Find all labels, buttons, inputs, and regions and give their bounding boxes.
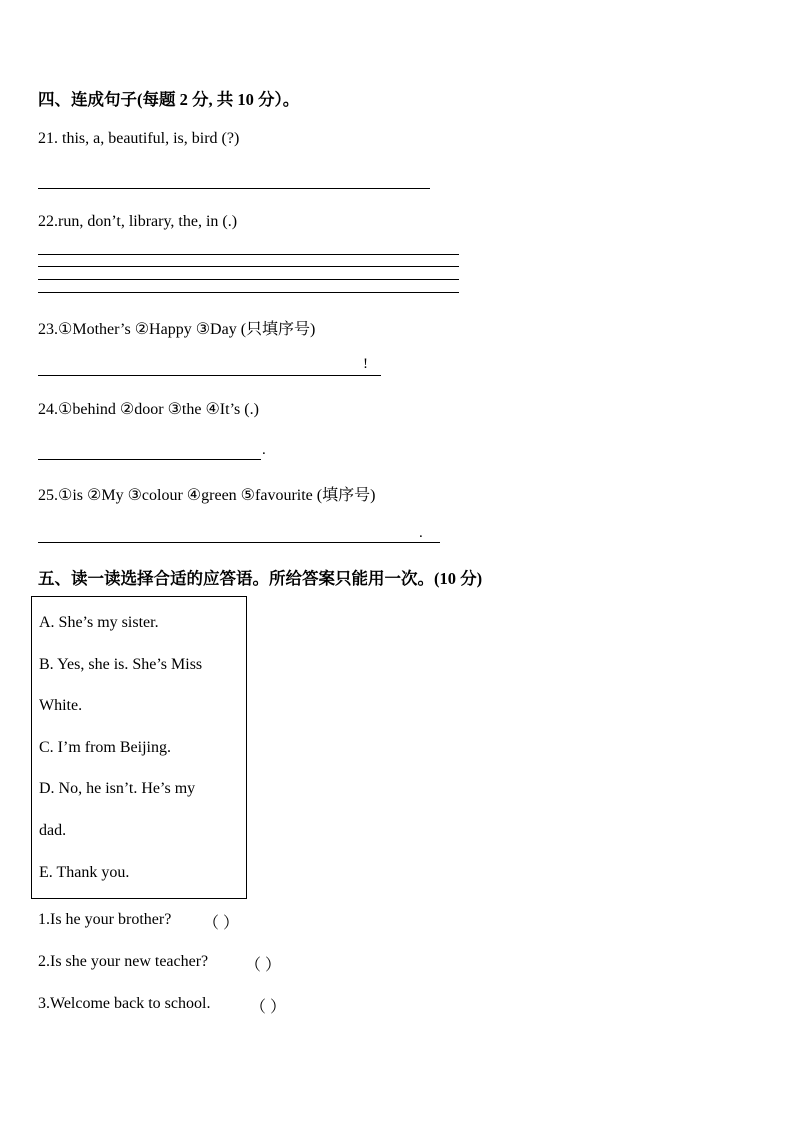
answer-line-25[interactable] [38, 542, 440, 543]
answer-line-21[interactable] [38, 188, 430, 189]
option-b-line-2: White. [39, 697, 83, 714]
option-c: C. I’m from Beijing. [39, 739, 171, 756]
answer-line-22c[interactable] [38, 279, 459, 280]
question-23-text: 23.①Mother’s ②Happy ③Day (只填序号) [38, 321, 316, 338]
answer-options-box [31, 596, 247, 899]
question-1-blank[interactable]: （ ） [203, 915, 240, 932]
answer-24-end-mark: . [262, 442, 266, 458]
question-25-text: 25.①is ②My ③colour ④green ⑤favourite (填序号) [38, 487, 376, 504]
question-3-blank[interactable]: （ ） [250, 999, 287, 1016]
option-b-line-1: B. Yes, she is. She’s Miss [39, 656, 203, 673]
answer-line-22a[interactable] [38, 254, 459, 255]
answer-line-22d[interactable] [38, 292, 459, 293]
answer-25-end-mark: . [419, 525, 423, 541]
answer-line-22b[interactable] [38, 266, 459, 267]
question-24-text: 24.①behind ②door ③the ④It’s (.) [38, 401, 259, 418]
question-22-text: 22.run, don’t, library, the, in (.) [38, 213, 238, 230]
option-d-line-2: dad. [39, 822, 67, 839]
answer-23-end-mark: ! [363, 356, 368, 372]
option-d-line-1: D. No, he isn’t. He’s my [39, 780, 196, 797]
answer-line-23[interactable] [38, 375, 381, 376]
question-1-text: 1.Is he your brother? [38, 911, 172, 928]
option-a: A. She’s my sister. [39, 614, 159, 631]
question-3-text: 3.Welcome back to school. [38, 995, 211, 1012]
answer-line-24[interactable] [38, 459, 261, 460]
option-e: E. Thank you. [39, 864, 130, 881]
question-21-text: 21. this, a, beautiful, is, bird (?) [38, 130, 240, 147]
section-5-heading: 五、读一读选择合适的应答语。所给答案只能用一次。(10 分) [38, 569, 483, 588]
question-2-blank[interactable]: （ ） [245, 957, 282, 974]
question-2-text: 2.Is she your new teacher? [38, 953, 209, 970]
section-4-heading: 四、连成句子(每题 2 分, 共 10 分）。 [38, 90, 300, 109]
